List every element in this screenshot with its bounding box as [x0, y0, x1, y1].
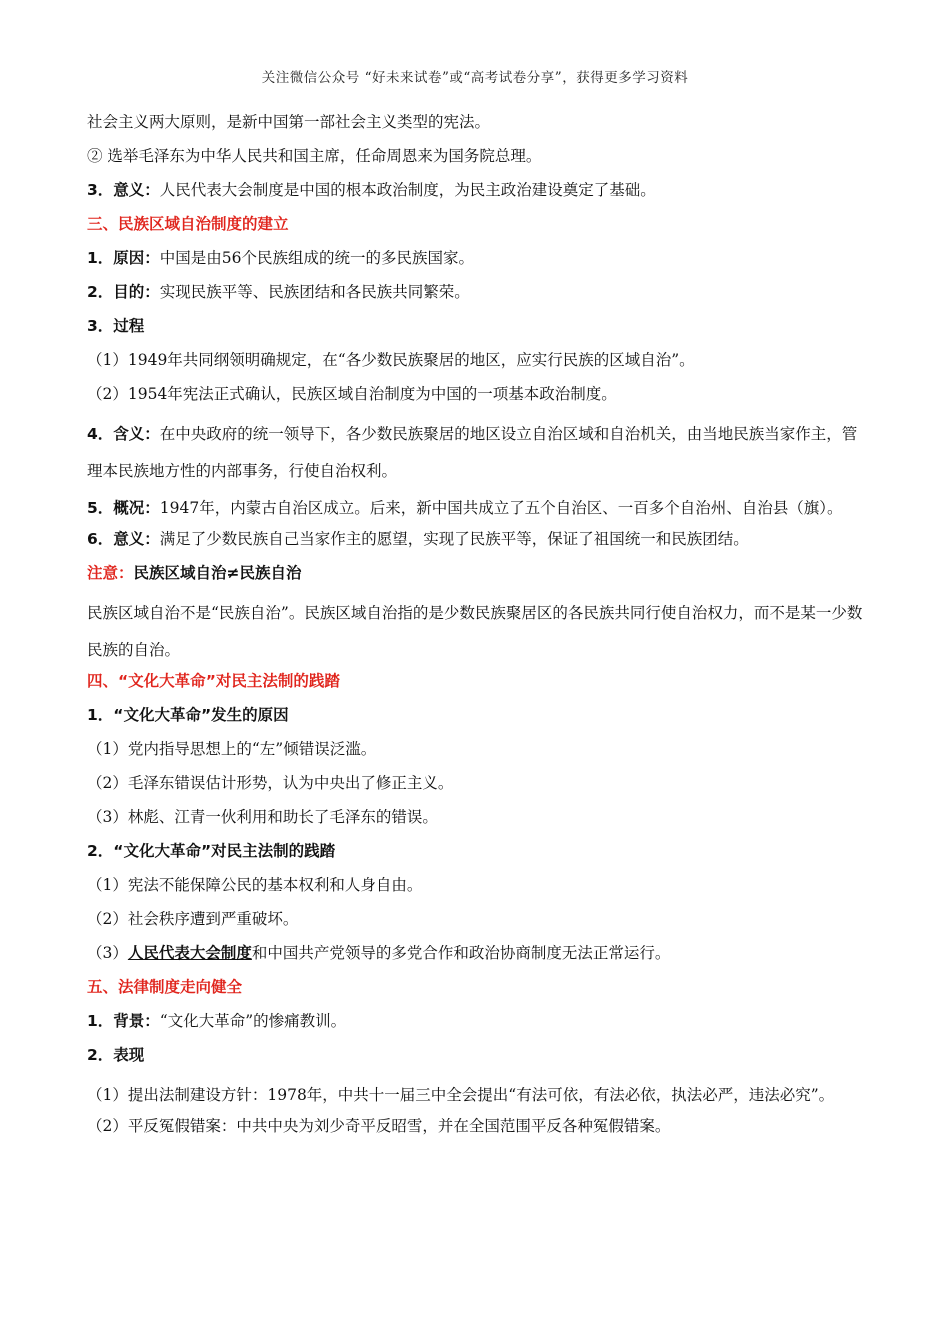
paragraph: （1）1949年共同纲领明确规定，在“各少数民族聚居的地区，应实行民族的区域自治”。 — [87, 351, 695, 369]
item-heading: 2．“文化大革命”对民主法制的践踏 — [87, 842, 336, 860]
paragraph — [87, 178, 865, 202]
item-heading: 3．过程 — [87, 317, 145, 335]
notice-label: 注意： — [87, 564, 134, 582]
item-text: 1947年，内蒙古自治区成立。后来，新中国共成立了五个自治区、一百多个自治州、自治县（旗）。 — [159, 499, 843, 517]
section-heading: 五、法律制度走向健全 — [87, 978, 243, 996]
section-heading: 三、民族区域自治制度的建立 — [87, 215, 289, 233]
paragraph: （1）宪法不能保障公民的基本权利和人身自由。 — [87, 876, 423, 894]
section-heading: 四、“文化大革命”对民主法制的践踏 — [87, 672, 340, 690]
item-label: 5．概况： — [87, 499, 160, 517]
item-text: 满足了少数民族自己当家作主的愿望，实现了民族平等，保证了祖国统一和民族团结。 — [159, 530, 749, 548]
item-label: 1．原因： — [87, 249, 160, 267]
paragraph: 民族区域自治不是“民族自治”。民族区域自治指的是少数民族聚居区的各民族共同行使自治权力，而不是某一少数民族的自治。 — [87, 604, 863, 659]
item-text: 在中央政府的统一领导下，各少数民族聚居的地区设立自治区域和自治机关，由当地民族当家作主，管理本民族地方性的内部事务，行使自治权利。 — [87, 425, 858, 480]
paragraph — [87, 1009, 865, 1033]
item-text: 和中国共产党领导的多党合作和政治协商制度无法正常运行。 — [251, 944, 671, 962]
paragraph: （2）毛泽东错误估计形势，认为中央出了修正主义。 — [87, 774, 454, 792]
item-text: 实现民族平等、民族团结和各民族共同繁荣。 — [159, 283, 470, 301]
item-label: 1．背景： — [87, 1012, 160, 1030]
paragraph: （2）1954年宪法正式确认，民族区域自治制度为中国的一项基本政治制度。 — [87, 385, 617, 403]
item-heading: 1．“文化大革命”发生的原因 — [87, 706, 289, 724]
paragraph — [87, 246, 865, 270]
notice-heading — [87, 561, 865, 585]
paragraph — [87, 527, 865, 551]
page-header-notice: 关注微信公众号 “好未来试卷”或“高考试卷分享”，获得更多学习资料 — [261, 70, 689, 86]
paragraph: （1）提出法制建设方针：1978年，中共十一届三中全会提出“有法可依，有法必依，执法必严，违法必究”。 — [87, 1086, 835, 1104]
paragraph — [87, 490, 865, 527]
underlined-term: 人民代表大会制度 — [127, 944, 252, 962]
paragraph — [87, 280, 865, 304]
paragraph: 社会主义两大原则，是新中国第一部社会主义类型的宪法。 — [87, 113, 491, 131]
item-text: 人民代表大会制度是中国的根本政治制度，为民主政治建设奠定了基础。 — [159, 181, 656, 199]
item-label: 4．含义： — [87, 425, 160, 443]
item-text: 中国是由56个民族组成的统一的多民族国家。 — [159, 249, 475, 267]
notice-title: 民族区域自治≠民族自治 — [133, 564, 302, 582]
paragraph: （2）平反冤假错案：中共中央为刘少奇平反昭雪，并在全国范围平反各种冤假错案。 — [87, 1117, 671, 1135]
paragraph — [87, 941, 865, 965]
item-label: 6．意义： — [87, 530, 160, 548]
paragraph: （2）社会秩序遭到严重破坏。 — [87, 910, 299, 928]
item-label: 2．目的： — [87, 283, 160, 301]
document-body — [87, 110, 865, 1148]
item-heading: 2．表现 — [87, 1046, 145, 1064]
paragraph: （1）党内指导思想上的“左”倾错误泛滥。 — [87, 740, 377, 758]
paragraph: ② 选举毛泽东为中华人民共和国主席，任命周恩来为国务院总理。 — [87, 147, 542, 165]
paragraph — [87, 416, 865, 490]
item-label: 3．意义： — [87, 181, 160, 199]
item-prefix: （3） — [87, 944, 128, 962]
item-text: “文化大革命”的惨痛教训。 — [159, 1012, 347, 1030]
paragraph: （3）林彪、江青一伙利用和助长了毛泽东的错误。 — [87, 808, 438, 826]
